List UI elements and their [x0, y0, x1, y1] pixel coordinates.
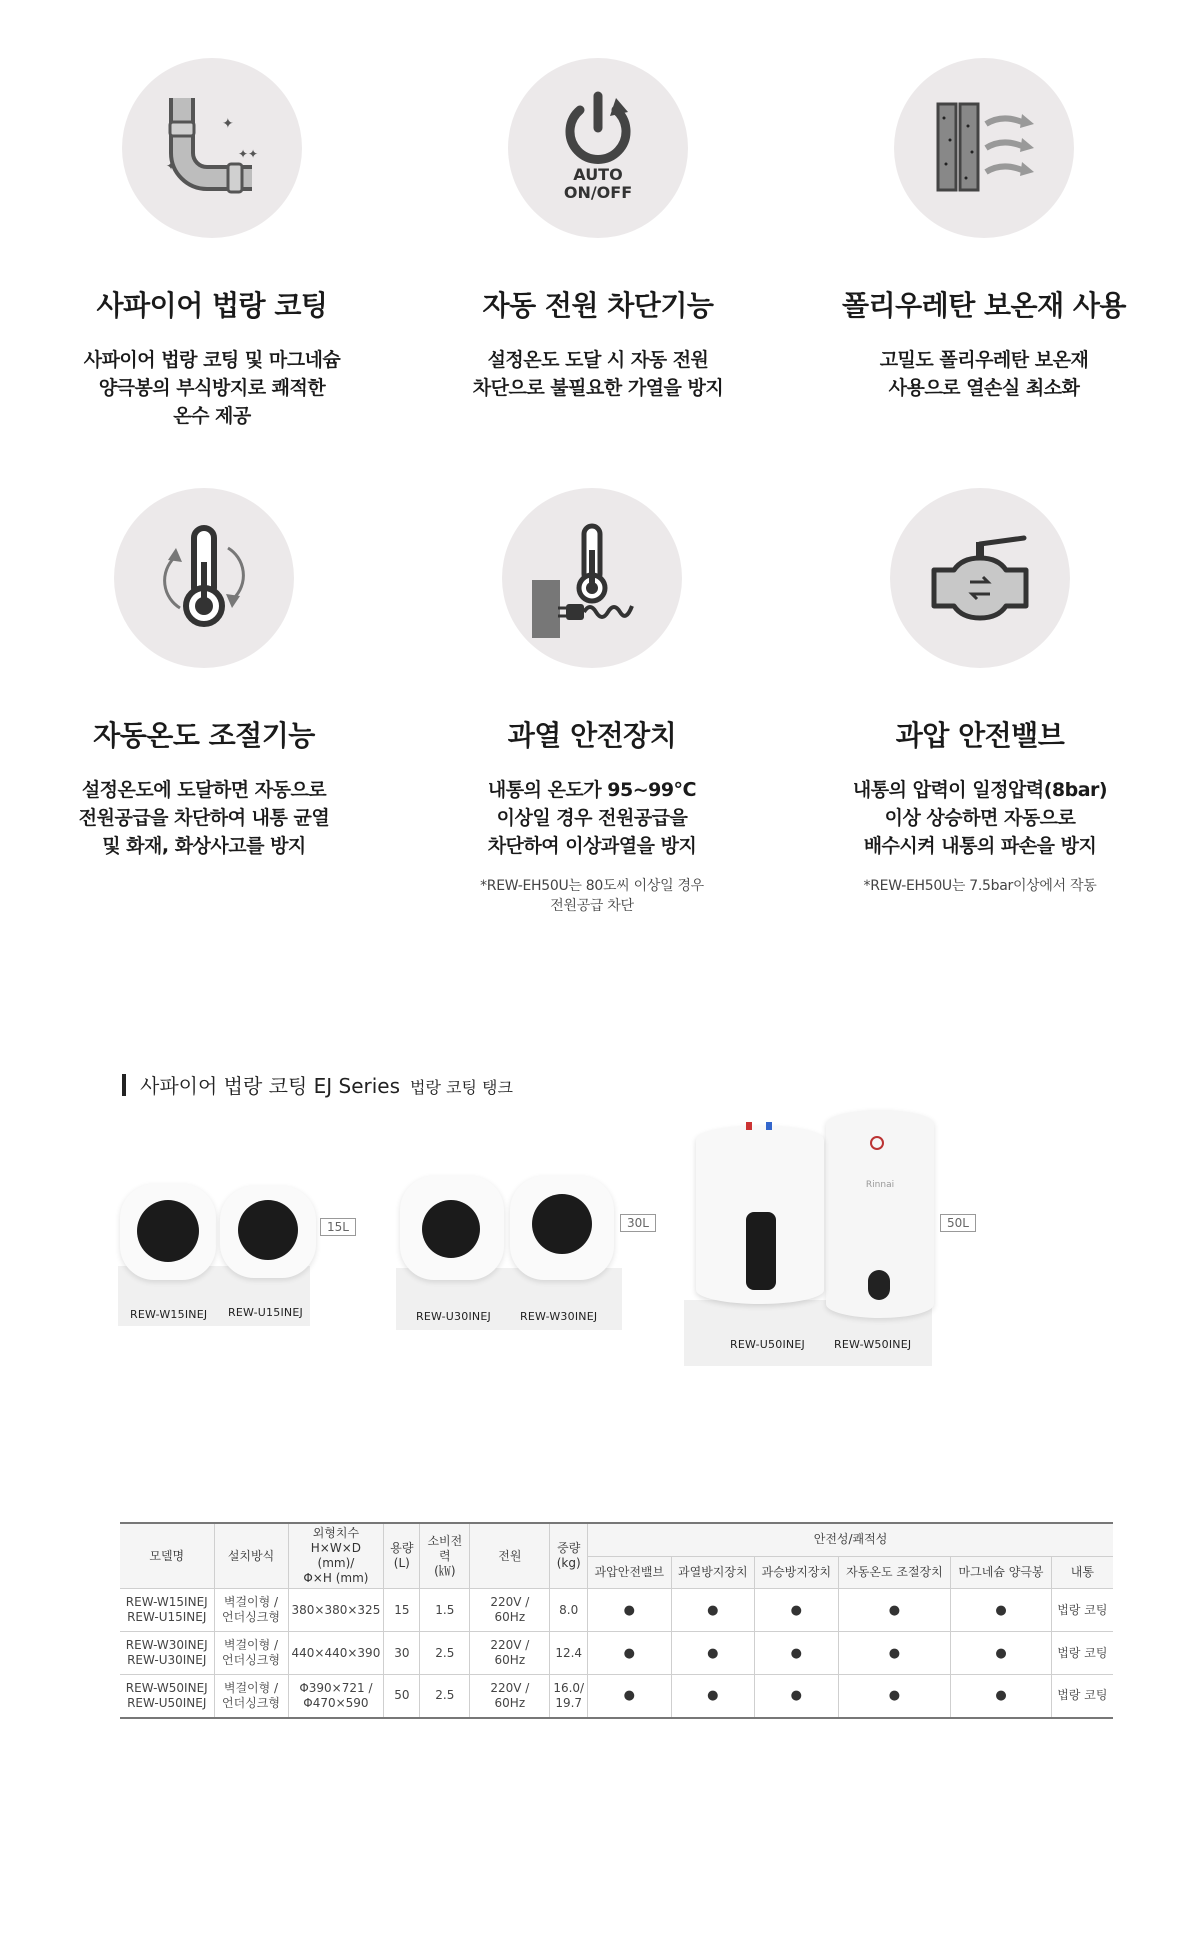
- cell-install: 벽걸이형 / 언더싱크형: [214, 1632, 288, 1675]
- product-image-u30: [400, 1176, 504, 1280]
- product-group-30l: [396, 1168, 668, 1338]
- th-safety-2: 과열방지장치: [671, 1556, 754, 1588]
- cell-supply: 220V / 60Hz: [470, 1675, 550, 1718]
- cell-model: REW-W15INEJ REW-U15INEJ: [120, 1589, 214, 1632]
- feature-desc: 설정온도에 도달하면 자동으로 전원공급을 차단하여 내통 균열 및 화재, 화상사고를 방지: [78, 779, 330, 857]
- feature-desc: 고밀도 폴리우레탄 보온재 사용으로 열손실 최소화: [879, 349, 1089, 399]
- capacity-tag: 15L: [320, 1218, 356, 1236]
- feature-sapphire-coating: [22, 58, 402, 430]
- table-row: [120, 1632, 1113, 1675]
- overheat-plug-icon: [502, 488, 682, 668]
- th-dimension: 외형치수 H×W×D (mm)/ Φ×H (mm): [288, 1523, 384, 1589]
- cell-weight: 16.0/ 19.7: [550, 1675, 588, 1718]
- spec-table: [120, 1522, 1113, 1719]
- cell-install: 벽걸이형 / 언더싱크형: [214, 1589, 288, 1632]
- cell-mark: ●: [588, 1675, 671, 1718]
- feature-title: 폴리우레탄 보온재 사용: [842, 289, 1126, 322]
- feature-auto-power-off: [408, 58, 788, 402]
- capacity-tag: 50L: [940, 1214, 976, 1232]
- model-label: REW-W15INEJ: [130, 1308, 208, 1321]
- heading-bar: [122, 1074, 126, 1096]
- th-supply: 전원: [470, 1523, 550, 1589]
- insulation-icon: [894, 58, 1074, 238]
- cell-mark: ●: [838, 1632, 951, 1675]
- cell-mark: ●: [951, 1632, 1051, 1675]
- product-image-u50: [696, 1126, 824, 1304]
- table-row: [120, 1589, 1113, 1632]
- product-group-50l: [684, 1104, 984, 1374]
- feature-title: 과압 안전밸브: [895, 719, 1065, 752]
- brand-logo: Rinnai: [865, 1180, 895, 1190]
- feature-title: 사파이어 법랑 코팅: [96, 289, 328, 322]
- model-label: REW-W50INEJ: [834, 1338, 912, 1351]
- cell-capacity: 15: [384, 1589, 420, 1632]
- product-image-w15: [120, 1184, 216, 1280]
- cell-mark: ●: [755, 1675, 838, 1718]
- cell-power: 1.5: [420, 1589, 470, 1632]
- cell-weight: 8.0: [550, 1589, 588, 1632]
- pipe-coating-icon: [122, 58, 302, 238]
- svg-text:✦: ✦: [166, 159, 177, 173]
- model-label: REW-U30INEJ: [416, 1310, 491, 1323]
- model-label: REW-W30INEJ: [520, 1310, 598, 1323]
- svg-text:✦✦: ✦✦: [238, 147, 259, 161]
- feature-auto-temperature: [14, 488, 394, 860]
- cell-mark: ●: [951, 1675, 1051, 1718]
- th-power: 소비전력 (㎾): [420, 1523, 470, 1589]
- feature-overpressure-valve: [790, 488, 1170, 896]
- cell-dimension: 440×440×390: [288, 1632, 384, 1675]
- product-image-u15: [220, 1186, 316, 1278]
- feature-overheat-safety: [402, 488, 782, 916]
- cell-mark: ●: [755, 1632, 838, 1675]
- th-safety-1: 과압안전밸브: [588, 1556, 671, 1588]
- feature-desc: 설정온도 도달 시 자동 전원 차단으로 불필요한 가열을 방지: [472, 349, 724, 399]
- cell-dimension: 380×380×325: [288, 1589, 384, 1632]
- th-install: 설치방식: [214, 1523, 288, 1589]
- cell-mark: ●: [951, 1589, 1051, 1632]
- cell-capacity: 30: [384, 1632, 420, 1675]
- cell-tank: 법랑 코팅: [1051, 1675, 1113, 1718]
- cell-weight: 12.4: [550, 1632, 588, 1675]
- cell-power: 2.5: [420, 1632, 470, 1675]
- cell-capacity: 50: [384, 1675, 420, 1718]
- series-heading: [122, 1070, 513, 1099]
- auto-power-icon: [508, 58, 688, 238]
- cell-mark: ●: [671, 1632, 754, 1675]
- cell-tank: 법랑 코팅: [1051, 1589, 1113, 1632]
- svg-text:✦: ✦: [222, 116, 234, 132]
- th-capacity: 용량 (L): [384, 1523, 420, 1589]
- cell-mark: ●: [588, 1589, 671, 1632]
- cell-mark: ●: [838, 1589, 951, 1632]
- th-safety-group: 안전성/쾌적성: [588, 1523, 1113, 1556]
- on-off-label: ON/OFF: [563, 183, 633, 202]
- cell-mark: ●: [755, 1589, 838, 1632]
- product-group-15l: [118, 1176, 358, 1336]
- model-label: REW-U15INEJ: [228, 1306, 303, 1319]
- th-safety-5: 마그네슘 양극봉: [951, 1556, 1051, 1588]
- pressure-valve-icon: [890, 488, 1070, 668]
- cell-model: REW-W50INEJ REW-U50INEJ: [120, 1675, 214, 1718]
- feature-polyurethane: [794, 58, 1174, 402]
- cell-mark: ●: [671, 1589, 754, 1632]
- cell-supply: 220V / 60Hz: [470, 1632, 550, 1675]
- feature-desc: 사파이어 법랑 코팅 및 마그네슘 양극봉의 부식방지로 쾌적한 온수 제공: [83, 349, 341, 427]
- th-safety-3: 과승방지장치: [755, 1556, 838, 1588]
- model-label: REW-U50INEJ: [730, 1338, 805, 1351]
- cell-supply: 220V / 60Hz: [470, 1589, 550, 1632]
- th-tank: 내통: [1051, 1556, 1113, 1588]
- cell-model: REW-W30INEJ REW-U30INEJ: [120, 1632, 214, 1675]
- thermostat-icon: [114, 488, 294, 668]
- product-image-w30: [510, 1176, 614, 1280]
- cell-mark: ●: [588, 1632, 671, 1675]
- feature-title: 자동 전원 차단기능: [482, 289, 714, 322]
- feature-title: 자동온도 조절기능: [93, 719, 315, 752]
- product-image-w50: [826, 1110, 934, 1318]
- cell-mark: ●: [671, 1675, 754, 1718]
- feature-note: *REW-EH50U는 7.5bar이상에서 작동: [863, 878, 1097, 894]
- th-model: 모델명: [120, 1523, 214, 1589]
- cell-install: 벽걸이형 / 언더싱크형: [214, 1675, 288, 1718]
- table-row: [120, 1675, 1113, 1718]
- feature-desc: 내통의 압력이 일정압력(8bar) 이상 상승하면 자동으로 배수시켜 내통의 파손을 방지: [852, 779, 1108, 857]
- cell-mark: ●: [838, 1675, 951, 1718]
- cell-dimension: Φ390×721 / Φ470×590: [288, 1675, 384, 1718]
- th-safety-4: 자동온도 조절장치: [838, 1556, 951, 1588]
- series-title: 사파이어 법랑 코팅 EJ Series: [140, 1074, 401, 1098]
- auto-label: AUTO: [573, 165, 623, 184]
- cell-power: 2.5: [420, 1675, 470, 1718]
- feature-note: *REW-EH50U는 80도씨 이상일 경우 전원공급 차단: [480, 878, 704, 914]
- th-weight: 중량 (kg): [550, 1523, 588, 1589]
- capacity-tag: 30L: [620, 1214, 656, 1232]
- feature-title: 과열 안전장치: [507, 719, 677, 752]
- cell-tank: 법랑 코팅: [1051, 1632, 1113, 1675]
- feature-desc: 내통의 온도가 95~99℃ 이상일 경우 전원공급을 차단하여 이상과열을 방지: [487, 779, 697, 857]
- series-subtitle: 법랑 코팅 탱크: [410, 1078, 513, 1097]
